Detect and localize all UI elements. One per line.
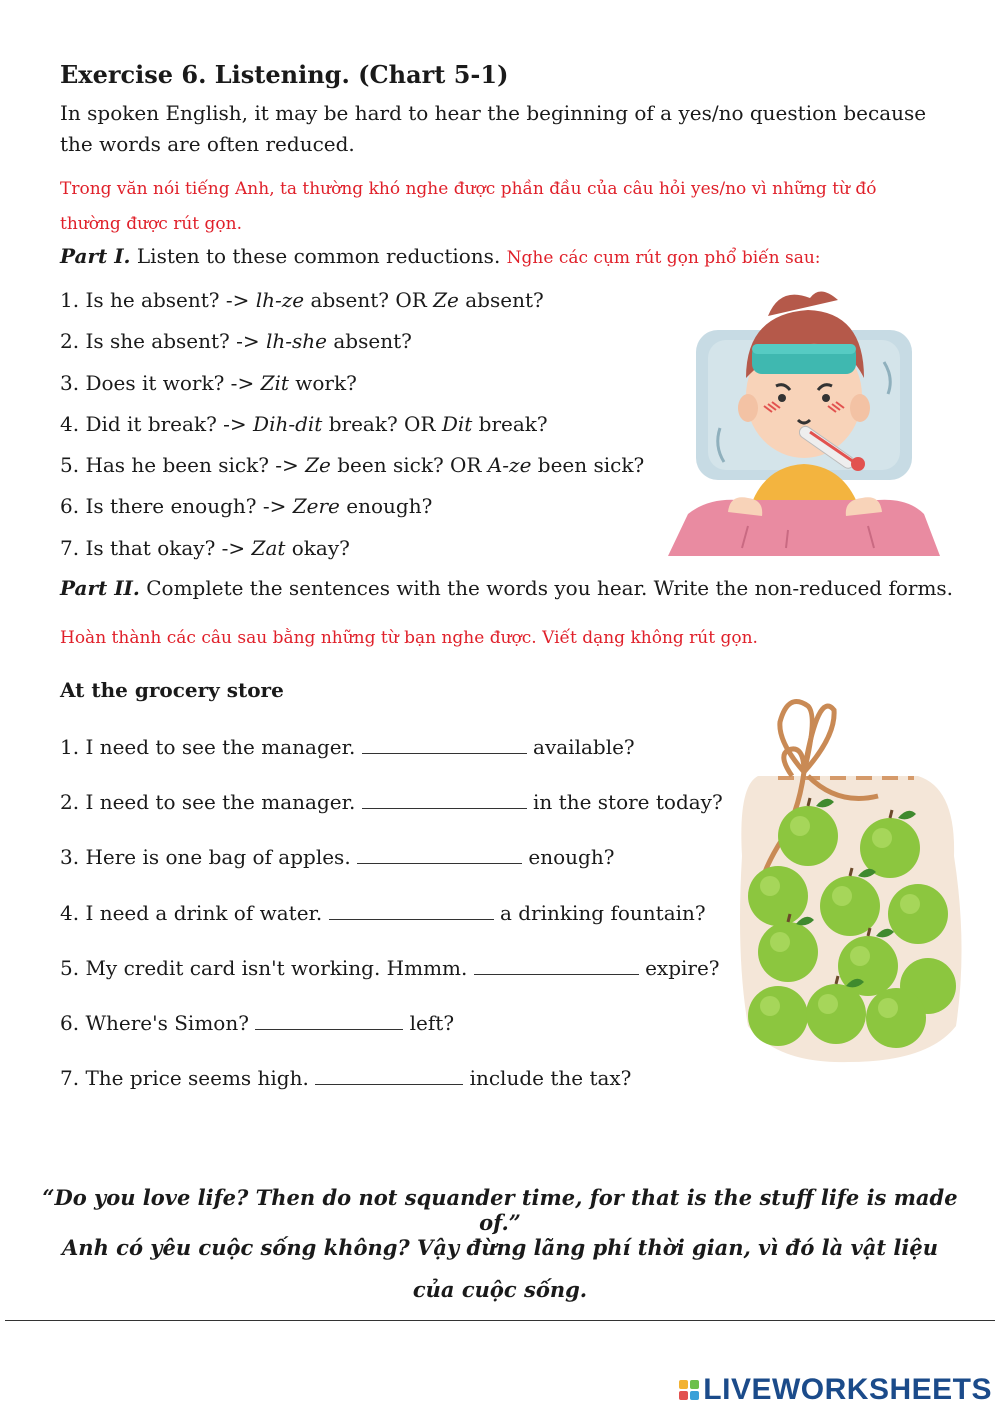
sentence-item: 7. The price seems high. include the tax? — [60, 1066, 632, 1091]
part2-instruction-vietnamese: Hoàn thành các câu sau bằng những từ bạn nghe được. Viết dạng không rút gọn. — [60, 628, 758, 648]
intro-text-vietnamese: Trong văn nói tiếng Anh, ta thường khó nghe được phần đầu của câu hỏi yes/no vì những từ đó thường được rút gọn. — [60, 179, 877, 234]
answer-blank[interactable] — [357, 845, 522, 864]
reduction-item: 5. Has he been sick? -> Ze been sick? OR A-ze been sick? — [60, 453, 645, 478]
reduction-list — [60, 286, 644, 575]
sentence-item: 1. I need to see the manager. available? — [60, 735, 635, 759]
part2-label: Part II. — [60, 576, 140, 600]
sentence-list — [60, 733, 723, 1119]
footer-divider — [5, 1320, 995, 1321]
sentence-item: 6. Where's Simon? left? — [60, 1010, 455, 1035]
reduction-item: 4. Did it break? -> Dih-dit break? OR Dit break? — [60, 411, 548, 436]
section-heading: At the grocery store — [60, 678, 284, 702]
sentence-item: 2. I need to see the manager. in the store today? — [60, 790, 723, 815]
answer-blank[interactable] — [329, 901, 494, 920]
part1-instruction-vietnamese: Nghe các cụm rút gọn phổ biến sau: — [506, 248, 821, 268]
sentence-item: 5. My credit card isn't working. Hmmm. expire? — [60, 955, 720, 980]
part1-header — [60, 244, 821, 268]
part2-header — [60, 576, 960, 600]
quote-english: “Do you love life? Then do not squander time, for that is the stuff life is made of.” — [42, 1185, 958, 1235]
answer-blank[interactable] — [362, 790, 527, 809]
answer-blank[interactable] — [362, 735, 527, 754]
sick-boy-illustration — [668, 286, 940, 556]
apple-bag-illustration — [718, 696, 968, 1066]
sentence-item: 3. Here is one bag of apples. enough? — [60, 845, 615, 870]
reduction-item: 2. Is she absent? -> lh-she absent? — [60, 329, 412, 354]
logo-text: LIVEWORKSHEETS — [703, 1373, 992, 1406]
part1-instruction: Listen to these common reductions. — [136, 244, 501, 268]
quote-vietnamese: Anh có yêu cuộc sống không? Vậy đừng lãng phí thời gian, vì đó là vật liệu của cuộc sống. — [62, 1235, 938, 1302]
sentence-item: 4. I need a drink of water. a drinking fountain? — [60, 900, 706, 925]
liveworksheets-logo — [679, 1373, 992, 1407]
reduction-item: 6. Is there enough? -> Zere enough? — [60, 494, 433, 519]
exercise-title: Exercise 6. Listening. (Chart 5-1) — [60, 60, 509, 89]
reduction-item: 3. Does it work? -> Zit work? — [60, 370, 357, 395]
logo-mark-icon — [679, 1380, 699, 1400]
reduction-item: 1. Is he absent? -> lh-ze absent? OR Ze absent? — [60, 288, 544, 312]
reduction-item: 7. Is that okay? -> Zat okay? — [60, 535, 350, 560]
answer-blank[interactable] — [315, 1066, 463, 1085]
answer-blank[interactable] — [474, 956, 639, 975]
answer-blank[interactable] — [255, 1011, 403, 1030]
part2-instruction: Complete the sentences with the words you hear. Write the non-reduced forms. — [146, 576, 954, 600]
part1-label: Part I. — [60, 244, 131, 268]
intro-text: In spoken English, it may be hard to hear the beginning of a yes/no question because the words are often reduced. — [60, 101, 927, 156]
